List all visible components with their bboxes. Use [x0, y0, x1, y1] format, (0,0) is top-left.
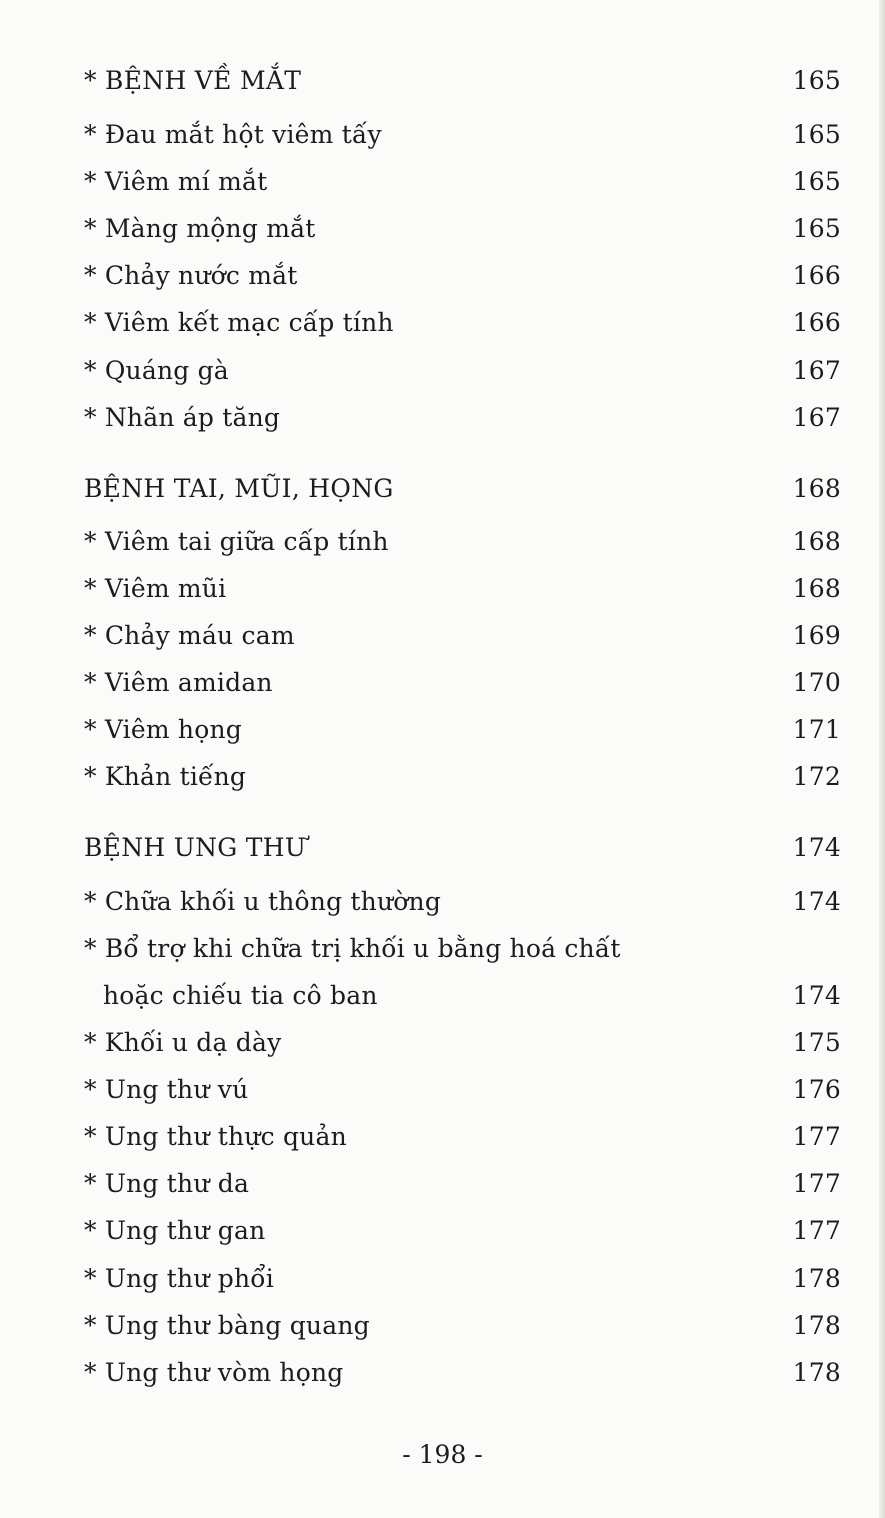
toc-entry-label: hoặc chiếu tia cô ban: [103, 981, 378, 1010]
toc-entry-label: * Nhãn áp tăng: [84, 403, 281, 432]
toc-entry: [84, 574, 841, 604]
toc-entry-page: 170: [792, 668, 841, 697]
toc-entry: [84, 1311, 841, 1341]
toc-entry-page: 169: [792, 621, 841, 650]
toc-section-heading: [84, 833, 841, 863]
toc-entry: [84, 1028, 841, 1058]
toc-entry: [84, 66, 841, 96]
toc-entry-label: * Khối u dạ dày: [84, 1028, 282, 1057]
toc-entry: [84, 715, 841, 745]
toc-entry-label: * Chảy nước mắt: [84, 261, 298, 290]
toc-entry-continuation: [84, 981, 841, 1011]
toc-section-heading: [84, 474, 841, 504]
toc-entry: [84, 762, 841, 792]
toc-entry: [84, 1216, 841, 1246]
toc-entry-label: * Ung thư phổi: [84, 1264, 274, 1293]
page-number: - 198 -: [402, 1440, 483, 1469]
toc-entry-label: * Ung thư vòm họng: [84, 1358, 344, 1387]
toc-entry-page: 178: [792, 1358, 841, 1387]
toc-entry-page: 172: [792, 762, 841, 791]
toc-entry-page: 178: [792, 1311, 841, 1340]
toc-entry-page: 167: [792, 356, 841, 385]
toc-entry-page: 165: [792, 66, 841, 95]
toc-entry-label: * Viêm họng: [84, 715, 242, 744]
toc-entry-page: 175: [792, 1028, 841, 1057]
toc-entry-label: * Quáng gà: [84, 356, 229, 385]
toc-entry-label: * Màng mộng mắt: [84, 214, 316, 243]
toc-entry: [84, 934, 841, 964]
toc-entry: [84, 214, 841, 244]
toc-entry: [84, 887, 841, 917]
toc-entry: [84, 356, 841, 386]
toc-entry-page: 165: [792, 120, 841, 149]
toc-entry-page: 167: [792, 403, 841, 432]
toc-entry: [84, 1075, 841, 1105]
toc-entry: [84, 1264, 841, 1294]
toc-entry-label: * Chữa khối u thông thường: [84, 887, 442, 916]
toc-entry-label: * BỆNH VỀ MẮT: [84, 66, 302, 95]
toc-entry-page: 174: [792, 887, 841, 916]
toc-entry-label: * Bổ trợ khi chữa trị khối u bằng hoá chất: [84, 934, 621, 963]
toc-entry: [84, 308, 841, 338]
toc-entry-page: 166: [792, 261, 841, 290]
toc-entry: [84, 403, 841, 433]
toc-entry-label: * Viêm mí mắt: [84, 167, 268, 196]
toc-entry-label: * Ung thư thực quản: [84, 1122, 347, 1151]
toc-entry-page: 168: [792, 474, 841, 503]
toc-entry: [84, 167, 841, 197]
toc-entry-page: 168: [792, 574, 841, 603]
toc-entry-page: 177: [792, 1169, 841, 1198]
toc-entry-page: 177: [792, 1122, 841, 1151]
toc-entry-label: BỆNH UNG THƯ: [84, 833, 307, 862]
toc-entry-label: * Ung thư da: [84, 1169, 250, 1198]
toc-entry: [84, 1122, 841, 1152]
toc-entry-label: BỆNH TAI, MŨI, HỌNG: [84, 474, 394, 503]
toc-entry: [84, 261, 841, 291]
toc-entry: [84, 668, 841, 698]
toc-entry: [84, 621, 841, 651]
toc-entry-page: 178: [792, 1264, 841, 1293]
toc-entry-label: * Chảy máu cam: [84, 621, 295, 650]
toc-entry-page: 166: [792, 308, 841, 337]
toc-entry-page: 168: [792, 527, 841, 556]
toc-entry-page: 177: [792, 1216, 841, 1245]
page-edge: [879, 0, 885, 1518]
toc-entry-page: 174: [792, 833, 841, 862]
toc-entry: [84, 527, 841, 557]
toc-entry-label: * Ung thư gan: [84, 1216, 266, 1245]
toc-entry-label: * Viêm mũi: [84, 574, 227, 603]
toc-entry-label: * Ung thư bàng quang: [84, 1311, 370, 1340]
toc-entry-page: 165: [792, 167, 841, 196]
toc-entry-page: 174: [792, 981, 841, 1010]
toc-entry-page: 176: [792, 1075, 841, 1104]
toc-entry-label: * Viêm tai giữa cấp tính: [84, 527, 389, 556]
toc-entry-label: * Viêm amidan: [84, 668, 273, 697]
toc-entry-page: 165: [792, 214, 841, 243]
toc-entry: [84, 1169, 841, 1199]
toc-entry-page: 171: [792, 715, 841, 744]
toc-entry-label: * Viêm kết mạc cấp tính: [84, 308, 394, 337]
toc-entry: [84, 1358, 841, 1388]
toc-entry-label: * Khản tiếng: [84, 762, 247, 791]
toc-entry-label: * Đau mắt hột viêm tấy: [84, 120, 382, 149]
toc-entry: [84, 120, 841, 150]
toc-entry-label: * Ung thư vú: [84, 1075, 249, 1104]
